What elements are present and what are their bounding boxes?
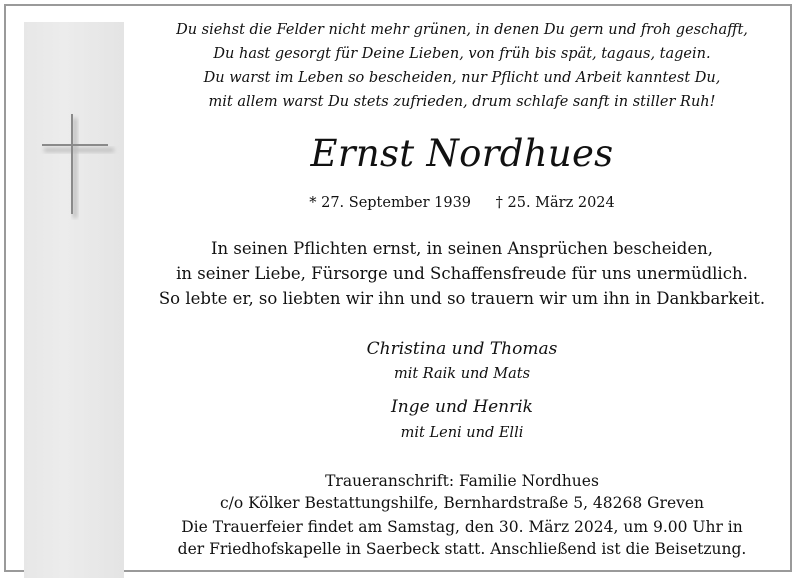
tribute-line: So lebte er, so liebten wir ihn und so trauern wir um ihn in Dankbarkeit. [158, 289, 766, 308]
mourner-children: mit Leni und Elli [400, 425, 524, 441]
life-dates [124, 193, 800, 213]
cross-icon [40, 110, 120, 220]
poem-line: Du hast gesorgt für Deine Lieben, von früh bis spät, tagaus, tagein. [213, 46, 711, 62]
birth-date: * 27. September 1939 [309, 195, 472, 211]
address-line: c/o Kölker Bestattungshilfe, Bernhardstraße 5, 48268 Greven [219, 494, 705, 512]
address-line: Traueranschrift: Familie Nordhues [325, 472, 599, 490]
poem-line: mit allem warst Du stets zufrieden, drum schlafe sanft in stiller Ruh! [208, 94, 716, 110]
mourning-address [124, 470, 800, 514]
poem-line: Du warst im Leben so bescheiden, nur Pflicht und Arbeit kanntest Du, [203, 70, 721, 86]
tribute-line: In seinen Pflichten ernst, in seinen Ansprüchen bescheiden, [211, 239, 713, 258]
service-info [124, 516, 800, 560]
tribute-line: in seiner Liebe, Fürsorge und Schaffensfreude für uns unermüdlich. [176, 264, 748, 283]
side-strip [24, 22, 124, 578]
service-line: der Friedhofskapelle in Saerbeck statt. Anschließend ist die Beisetzung. [177, 540, 747, 558]
poem [124, 18, 800, 114]
death-date: † 25. März 2024 [495, 195, 615, 211]
poem-line: Du siehst die Felder nicht mehr grünen, in denen Du gern und froh geschafft, [176, 22, 748, 38]
service-line: Die Trauerfeier findet am Samstag, den 30. März 2024, um 9.00 Uhr in [181, 518, 743, 536]
mourner-couple: Inge und Henrik [391, 397, 533, 417]
deceased-name: Ernst Nordhues [310, 132, 614, 175]
mourner-couple: Christina und Thomas [366, 339, 558, 359]
tribute [124, 236, 800, 311]
mourner-children: mit Raik und Mats [393, 366, 531, 382]
